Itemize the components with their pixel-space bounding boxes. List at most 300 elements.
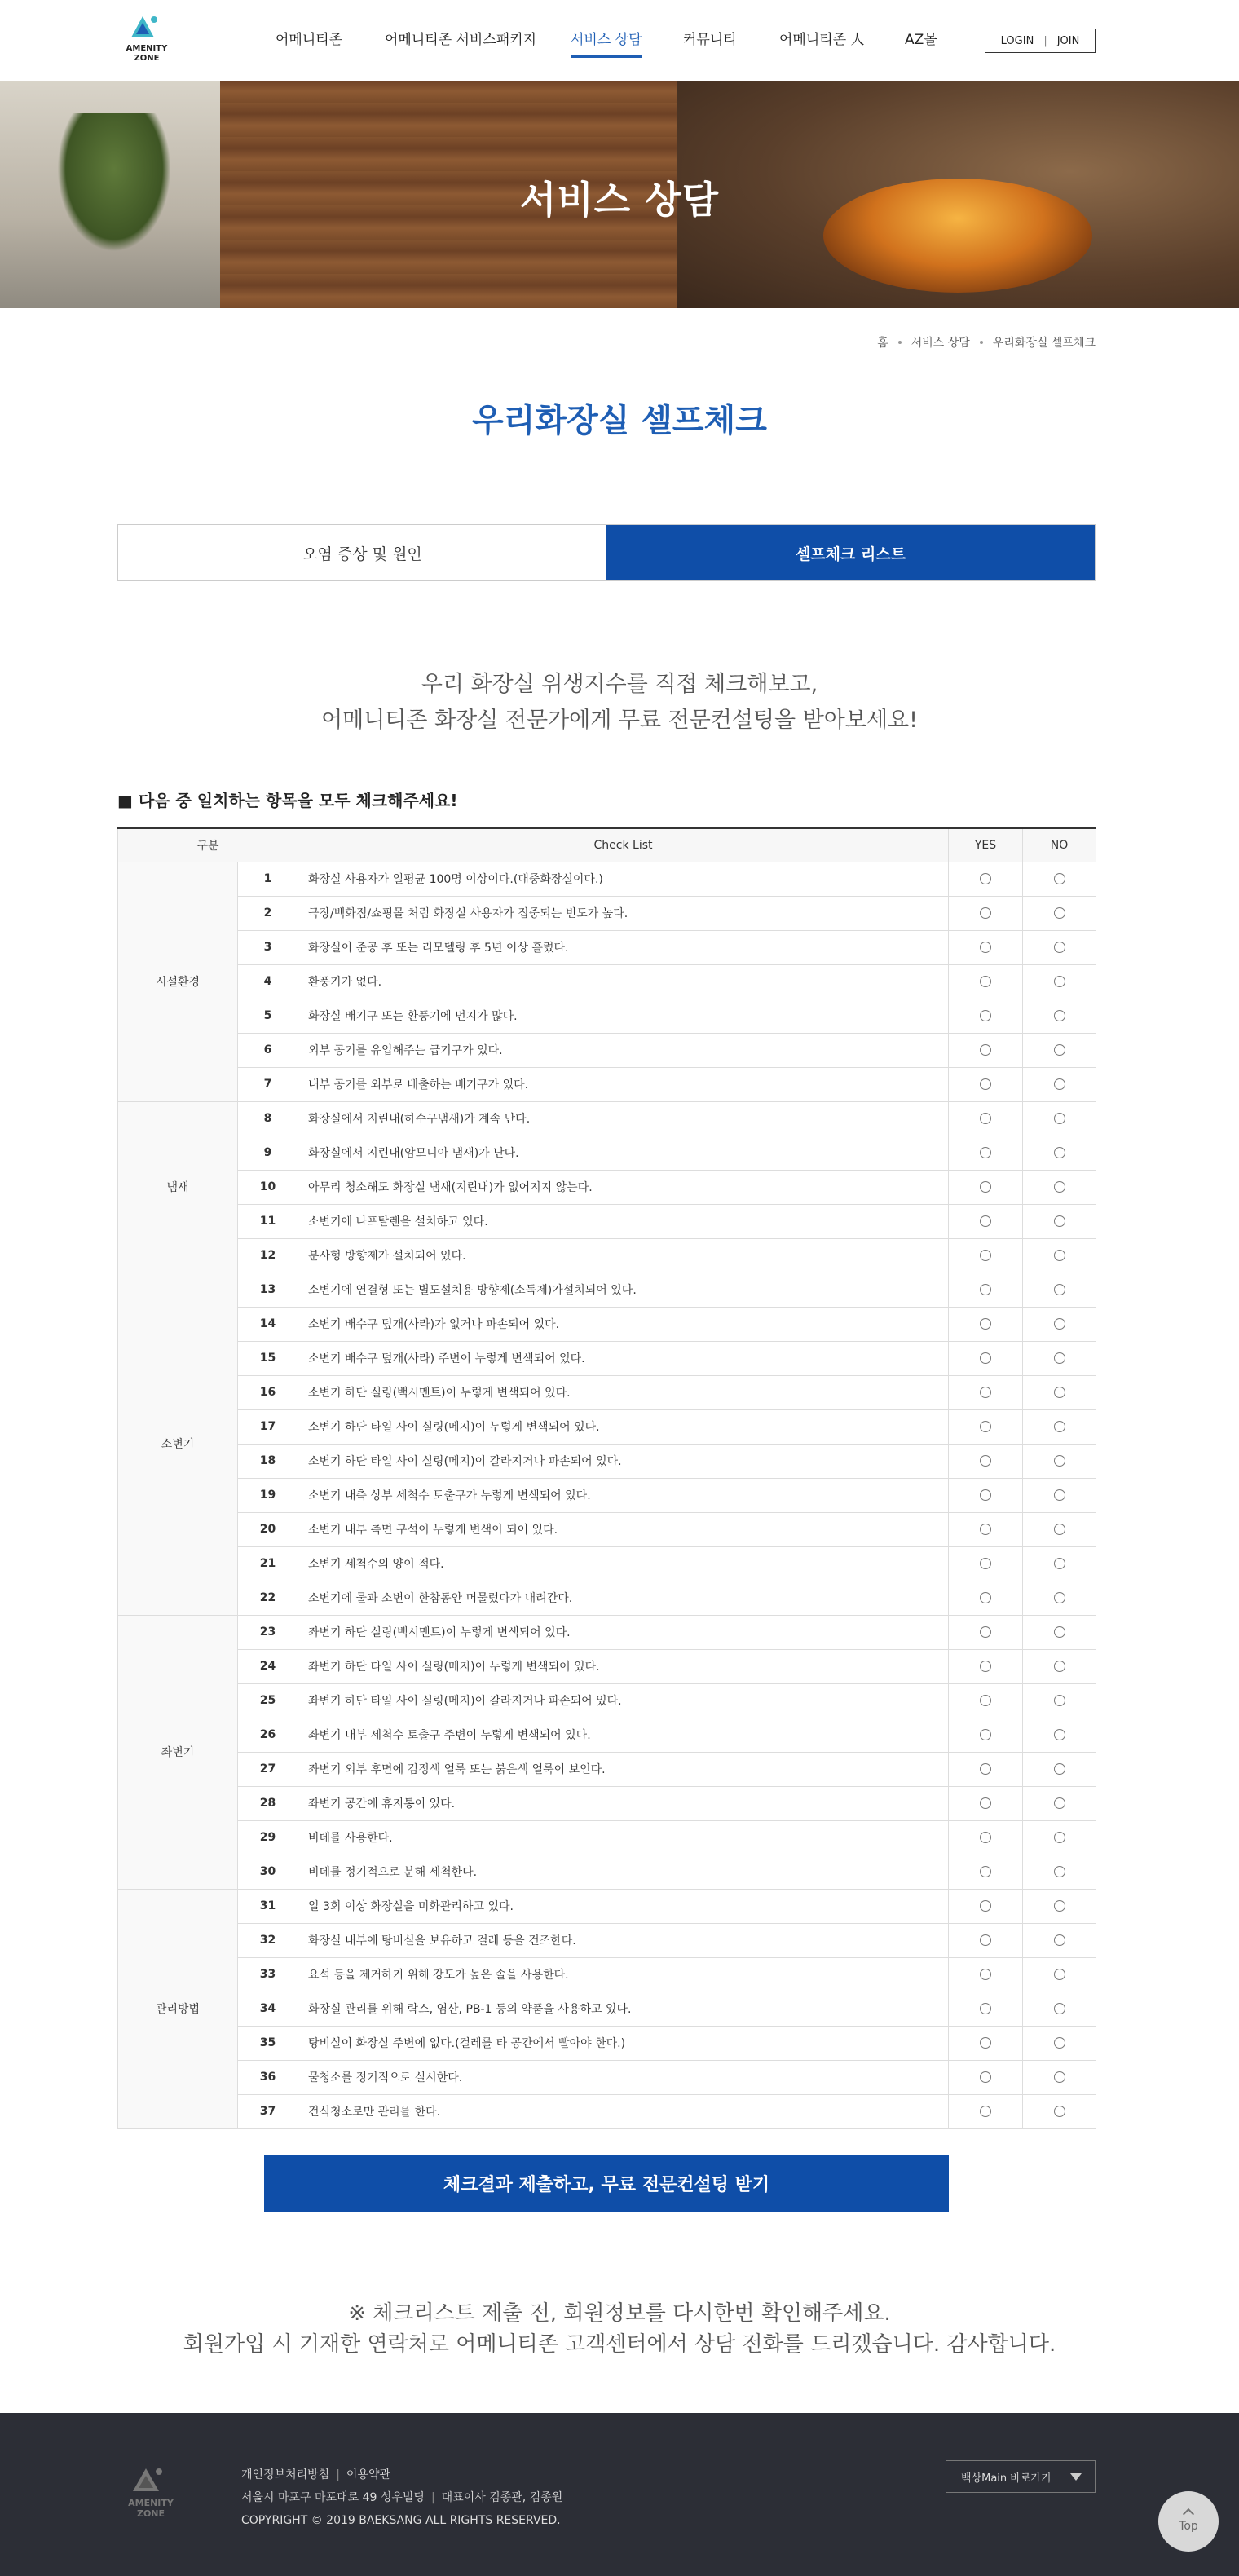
no-radio[interactable]: [1054, 2071, 1065, 2083]
item-text: 화장실이 준공 후 또는 리모델링 후 5년 이상 흘렀다.: [298, 930, 949, 964]
no-cell: [1023, 1238, 1096, 1273]
no-cell: [1023, 1136, 1096, 1170]
item-text: 좌변기 외부 후면에 검정색 얼룩 또는 붉은색 얼룩이 보인다.: [298, 1752, 949, 1786]
yes-cell: [949, 930, 1023, 964]
svg-text:AMENITY: AMENITY: [126, 44, 168, 53]
item-text: 외부 공기를 유입해주는 급기구가 있다.: [298, 1033, 949, 1067]
item-text: 건식청소로만 관리를 한다.: [298, 2094, 949, 2128]
no-radio[interactable]: [1054, 907, 1065, 919]
item-text: 소변기 하단 타일 사이 실링(메지)이 누렇게 변색되어 있다.: [298, 1409, 949, 1444]
no-radio[interactable]: [1054, 1763, 1065, 1775]
yes-cell: [949, 1923, 1023, 1957]
breadcrumb-home[interactable]: 홈: [877, 337, 888, 350]
item-number: 3: [238, 930, 298, 964]
tab-selfcheck-list[interactable]: 셀프체크 리스트: [606, 525, 1095, 580]
item-text: 좌변기 공간에 휴지통이 있다.: [298, 1786, 949, 1820]
footer-separator: |: [336, 2468, 340, 2481]
no-radio[interactable]: [1054, 1421, 1065, 1432]
yes-radio[interactable]: [980, 1250, 991, 1261]
footer-info: [241, 2464, 562, 2532]
breadcrumb-separator-icon: [898, 341, 902, 344]
item-number: 1: [238, 862, 298, 896]
item-text: 화장실 사용자가 일평균 100명 이상이다.(대중화장실이다.): [298, 862, 949, 896]
item-text: 내부 공기를 외부로 배출하는 배기구가 있다.: [298, 1067, 949, 1101]
table-row: [118, 1718, 1096, 1752]
no-cell: [1023, 2026, 1096, 2060]
footer-logo: [118, 2462, 183, 2527]
item-text: 소변기 내측 상부 세척수 토출구가 누렇게 변색되어 있다.: [298, 1478, 949, 1512]
item-number: 6: [238, 1033, 298, 1067]
table-row: [118, 1820, 1096, 1855]
no-cell: [1023, 1409, 1096, 1444]
no-radio[interactable]: [1054, 1729, 1065, 1740]
table-row: [118, 1855, 1096, 1889]
yes-radio[interactable]: [980, 2071, 991, 2083]
yes-radio[interactable]: [980, 1147, 991, 1158]
no-cell: [1023, 1820, 1096, 1855]
item-number: 15: [238, 1341, 298, 1375]
yes-radio[interactable]: [980, 1558, 991, 1569]
site-footer: [0, 2413, 1239, 2576]
yes-radio[interactable]: [980, 1592, 991, 1603]
checklist-table-wrapper: [117, 827, 1096, 2129]
yes-radio[interactable]: [980, 1832, 991, 1843]
item-text: 소변기 배수구 덮개(사라)가 없거나 파손되어 있다.: [298, 1307, 949, 1341]
yes-radio[interactable]: [980, 1455, 991, 1467]
category-cell: 관리방법: [118, 1889, 238, 2128]
nav-item-az-mall[interactable]: AZ몰: [905, 32, 937, 48]
item-text: 좌변기 내부 세척수 토출구 주변이 누렇게 변색되어 있다.: [298, 1718, 949, 1752]
yes-radio[interactable]: [980, 1797, 991, 1809]
yes-cell: [949, 1786, 1023, 1820]
no-cell: [1023, 1992, 1096, 2026]
yes-cell: [949, 1889, 1023, 1923]
item-text: 탕비실이 화장실 주변에 없다.(걸레를 타 공간에서 빨아야 한다.): [298, 2026, 949, 2060]
item-number: 26: [238, 1718, 298, 1752]
no-radio[interactable]: [1054, 2037, 1065, 2049]
no-radio[interactable]: [1054, 1489, 1065, 1501]
yes-cell: [949, 1170, 1023, 1204]
header-yes: YES: [949, 828, 1023, 862]
no-radio[interactable]: [1054, 1626, 1065, 1638]
item-number: 7: [238, 1067, 298, 1101]
item-number: 33: [238, 1957, 298, 1992]
yes-radio[interactable]: [980, 2037, 991, 2049]
item-text: 비데를 정기적으로 분해 세척한다.: [298, 1855, 949, 1889]
login-link[interactable]: LOGIN: [1000, 34, 1034, 47]
table-row: [118, 1512, 1096, 1546]
yes-radio[interactable]: [980, 1284, 991, 1295]
item-text: 환풍기가 없다.: [298, 964, 949, 999]
table-row: [118, 1581, 1096, 1615]
no-radio[interactable]: [1054, 1250, 1065, 1261]
table-row: [118, 1923, 1096, 1957]
table-row: [118, 862, 1096, 896]
item-number: 29: [238, 1820, 298, 1855]
no-cell: [1023, 1957, 1096, 1992]
yes-cell: [949, 862, 1023, 896]
item-text: 소변기 세척수의 양이 적다.: [298, 1546, 949, 1581]
chevron-down-icon: [1070, 2473, 1082, 2481]
item-text: 소변기 하단 타일 사이 실링(메지)이 갈라지거나 파손되어 있다.: [298, 1444, 949, 1478]
item-text: 좌변기 하단 실링(백시멘트)이 누렇게 변색되어 있다.: [298, 1615, 949, 1649]
terms-link[interactable]: 이용약관: [346, 2468, 391, 2481]
item-text: 물청소를 정기적으로 실시한다.: [298, 2060, 949, 2094]
no-radio[interactable]: [1054, 1181, 1065, 1193]
table-row: [118, 1375, 1096, 1409]
no-radio[interactable]: [1054, 1455, 1065, 1467]
breadcrumb: [877, 334, 1096, 351]
no-radio[interactable]: [1054, 1866, 1065, 1877]
auth-links: [985, 29, 1096, 53]
table-row: [118, 1752, 1096, 1786]
amenity-zone-logo[interactable]: [118, 11, 175, 68]
table-row: [118, 1033, 1096, 1067]
yes-radio[interactable]: [980, 1352, 991, 1364]
nav-item-amenityzone-people[interactable]: 어메니티존 人: [779, 32, 865, 48]
item-text: 비데를 사용한다.: [298, 1820, 949, 1855]
item-number: 34: [238, 1992, 298, 2026]
category-cell: 소변기: [118, 1273, 238, 1615]
table-row: [118, 1170, 1096, 1204]
yes-cell: [949, 1067, 1023, 1101]
yes-cell: [949, 1957, 1023, 1992]
item-number: 31: [238, 1889, 298, 1923]
yes-cell: [949, 2026, 1023, 2060]
yes-cell: [949, 1307, 1023, 1341]
item-number: 24: [238, 1649, 298, 1683]
svg-text:ZONE: ZONE: [134, 54, 160, 63]
item-number: 37: [238, 2094, 298, 2128]
notice-line-1: ※ 체크리스트 제출 전, 회원정보를 다시한번 확인해주세요.: [348, 2301, 891, 2326]
yes-radio[interactable]: [980, 976, 991, 987]
yes-cell: [949, 1136, 1023, 1170]
yes-cell: [949, 1752, 1023, 1786]
yes-cell: [949, 1683, 1023, 1718]
no-radio[interactable]: [1054, 942, 1065, 953]
yes-cell: [949, 1238, 1023, 1273]
yes-cell: [949, 1512, 1023, 1546]
yes-cell: [949, 1341, 1023, 1375]
yes-radio[interactable]: [980, 907, 991, 919]
item-number: 12: [238, 1238, 298, 1273]
yes-radio[interactable]: [980, 1318, 991, 1330]
table-row: [118, 1444, 1096, 1478]
no-cell: [1023, 896, 1096, 930]
item-number: 13: [238, 1273, 298, 1307]
auth-separator: |: [1043, 34, 1047, 47]
yes-cell: [949, 1444, 1023, 1478]
yes-cell: [949, 2094, 1023, 2128]
yes-radio[interactable]: [980, 1215, 991, 1227]
submit-checklist-button[interactable]: 체크결과 제출하고, 무료 전문컨설팅 받기: [264, 2155, 949, 2212]
no-radio[interactable]: [1054, 1900, 1065, 1912]
yes-cell: [949, 1992, 1023, 2026]
item-text: 극장/백화점/쇼핑몰 처럼 화장실 사용자가 집중되는 빈도가 높다.: [298, 896, 949, 930]
yes-radio[interactable]: [980, 1661, 991, 1672]
category-cell: 시설환경: [118, 862, 238, 1101]
yes-cell: [949, 2060, 1023, 2094]
item-text: 소변기에 나프탈렌을 설치하고 있다.: [298, 1204, 949, 1238]
item-text: 화장실에서 지린내(하수구냄새)가 계속 난다.: [298, 1101, 949, 1136]
yes-radio[interactable]: [980, 1934, 991, 1946]
no-cell: [1023, 930, 1096, 964]
item-text: 소변기 배수구 덮개(사라) 주변이 누렇게 변색되어 있다.: [298, 1341, 949, 1375]
item-text: 소변기 하단 실링(백시멘트)이 누렇게 변색되어 있다.: [298, 1375, 949, 1409]
item-number: 10: [238, 1170, 298, 1204]
yes-cell: [949, 1375, 1023, 1409]
scroll-top-button[interactable]: [1158, 2491, 1219, 2552]
footer-address: 서울시 마포구 마포대로 49 성우빌딩: [241, 2491, 425, 2504]
yes-radio[interactable]: [980, 1695, 991, 1706]
header-category: 구분: [118, 828, 298, 862]
item-number: 2: [238, 896, 298, 930]
yes-radio[interactable]: [980, 1626, 991, 1638]
item-number: 35: [238, 2026, 298, 2060]
page-title: 우리화장실 셀프체크: [472, 402, 767, 439]
nav-item-service-package[interactable]: 어메니티존 서비스패키지: [385, 32, 537, 48]
yes-radio[interactable]: [980, 1044, 991, 1056]
no-radio[interactable]: [1054, 1010, 1065, 1021]
no-radio[interactable]: [1054, 1797, 1065, 1809]
item-number: 19: [238, 1478, 298, 1512]
privacy-policy-link[interactable]: 개인정보처리방침: [241, 2468, 330, 2481]
no-radio[interactable]: [1054, 1147, 1065, 1158]
no-cell: [1023, 1923, 1096, 1957]
yes-cell: [949, 1409, 1023, 1444]
yes-cell: [949, 1478, 1023, 1512]
svg-text:ZONE: ZONE: [136, 2508, 165, 2519]
yes-radio[interactable]: [980, 1421, 991, 1432]
no-radio[interactable]: [1054, 2003, 1065, 2014]
item-number: 11: [238, 1204, 298, 1238]
yes-cell: [949, 1718, 1023, 1752]
item-number: 8: [238, 1101, 298, 1136]
yes-cell: [949, 896, 1023, 930]
yes-cell: [949, 999, 1023, 1033]
no-cell: [1023, 1546, 1096, 1581]
breadcrumb-service-consult[interactable]: 서비스 상담: [911, 337, 970, 350]
item-number: 23: [238, 1615, 298, 1649]
no-radio[interactable]: [1054, 1832, 1065, 1843]
no-cell: [1023, 1033, 1096, 1067]
yes-radio[interactable]: [980, 1969, 991, 1980]
no-cell: [1023, 964, 1096, 999]
no-cell: [1023, 1101, 1096, 1136]
yes-radio[interactable]: [980, 1387, 991, 1398]
yes-radio[interactable]: [980, 1113, 991, 1124]
no-cell: [1023, 1204, 1096, 1238]
item-number: 20: [238, 1512, 298, 1546]
table-row: [118, 1786, 1096, 1820]
nav-item-community[interactable]: 커뮤니티: [683, 32, 737, 48]
no-cell: [1023, 1478, 1096, 1512]
no-cell: [1023, 1273, 1096, 1307]
item-number: 16: [238, 1375, 298, 1409]
yes-radio[interactable]: [980, 1078, 991, 1090]
no-radio[interactable]: [1054, 1044, 1065, 1056]
yes-cell: [949, 1101, 1023, 1136]
header-checklist: Check List: [298, 828, 949, 862]
no-radio[interactable]: [1054, 976, 1065, 987]
no-cell: [1023, 1649, 1096, 1683]
item-number: 32: [238, 1923, 298, 1957]
item-text: 소변기 내부 측면 구석이 누렇게 변색이 되어 있다.: [298, 1512, 949, 1546]
no-cell: [1023, 1581, 1096, 1615]
item-number: 18: [238, 1444, 298, 1478]
yes-radio[interactable]: [980, 1866, 991, 1877]
no-radio[interactable]: [1054, 1661, 1065, 1672]
item-number: 21: [238, 1546, 298, 1581]
hero-banner: [0, 81, 1239, 308]
no-cell: [1023, 1615, 1096, 1649]
no-radio[interactable]: [1054, 1318, 1065, 1330]
yes-radio[interactable]: [980, 1729, 991, 1740]
no-cell: [1023, 1889, 1096, 1923]
yes-radio[interactable]: [980, 1763, 991, 1775]
item-text: 일 3회 이상 화장실을 미화관리하고 있다.: [298, 1889, 949, 1923]
yes-radio[interactable]: [980, 873, 991, 884]
checklist-body: [118, 862, 1096, 2128]
item-text: 요석 등을 제거하기 위해 강도가 높은 솔을 사용한다.: [298, 1957, 949, 1992]
notice-line-2: 회원가입 시 기재한 연락처로 어메니티존 고객센터에서 상담 전화를 드리겠습니다. 감사합니다.: [183, 2332, 1056, 2357]
breadcrumb-current: 우리화장실 셀프체크: [992, 337, 1096, 350]
no-radio[interactable]: [1054, 1524, 1065, 1535]
intro-line-1: 우리 화장실 위생지수를 직접 체크해보고,: [421, 672, 818, 697]
breadcrumb-separator-icon: [980, 341, 983, 344]
item-number: 14: [238, 1307, 298, 1341]
no-radio[interactable]: [1054, 1558, 1065, 1569]
yes-radio[interactable]: [980, 1900, 991, 1912]
table-row: [118, 930, 1096, 964]
arrow-up-icon: [1183, 2508, 1194, 2520]
no-cell: [1023, 1170, 1096, 1204]
no-radio[interactable]: [1054, 1352, 1065, 1364]
yes-radio[interactable]: [980, 942, 991, 953]
content-tabs: [117, 524, 1096, 581]
tab-contamination-causes[interactable]: 오염 증상 및 원인: [118, 525, 606, 580]
section-heading: ■ 다음 중 일치하는 항목을 모두 체크해주세요!: [117, 791, 458, 810]
no-cell: [1023, 1683, 1096, 1718]
table-row: [118, 1341, 1096, 1375]
footer-ceo: 대표이사 김종관, 김종원: [441, 2491, 563, 2504]
no-radio[interactable]: [1054, 1284, 1065, 1295]
yes-cell: [949, 1033, 1023, 1067]
table-row: [118, 1615, 1096, 1649]
table-row: [118, 1649, 1096, 1683]
table-row: [118, 1957, 1096, 1992]
yes-cell: [949, 964, 1023, 999]
yes-cell: [949, 1649, 1023, 1683]
no-cell: [1023, 1718, 1096, 1752]
yes-cell: [949, 1820, 1023, 1855]
item-text: 소변기에 물과 소변이 한참동안 머물렀다가 내려간다.: [298, 1581, 949, 1615]
table-row: [118, 1992, 1096, 2026]
nav-item-service-consult[interactable]: 서비스 상담: [571, 0, 642, 81]
svg-text:AMENITY: AMENITY: [128, 2498, 174, 2508]
no-radio[interactable]: [1054, 1215, 1065, 1227]
category-cell: 좌변기: [118, 1615, 238, 1889]
no-cell: [1023, 2094, 1096, 2128]
table-row: [118, 1204, 1096, 1238]
no-radio[interactable]: [1054, 1969, 1065, 1980]
no-cell: [1023, 1341, 1096, 1375]
item-text: 화장실에서 지린내(암모니아 냄새)가 난다.: [298, 1136, 949, 1170]
table-row: [118, 1136, 1096, 1170]
item-number: 5: [238, 999, 298, 1033]
no-radio[interactable]: [1054, 1387, 1065, 1398]
item-number: 17: [238, 1409, 298, 1444]
yes-cell: [949, 1615, 1023, 1649]
notice-text: [0, 2298, 1239, 2360]
intro-line-2: 어메니티존 화장실 전문가에게 무료 전문컨설팅을 받아보세요!: [321, 708, 918, 733]
no-cell: [1023, 1375, 1096, 1409]
no-radio[interactable]: [1054, 1592, 1065, 1603]
no-radio[interactable]: [1054, 1695, 1065, 1706]
table-row: [118, 999, 1096, 1033]
item-text: 소변기에 연결형 또는 별도설치용 방향제(소독제)가설치되어 있다.: [298, 1273, 949, 1307]
banner-title: 서비스 상담: [519, 178, 720, 222]
intro-text: [0, 667, 1239, 739]
yes-radio[interactable]: [980, 1010, 991, 1021]
no-cell: [1023, 1786, 1096, 1820]
table-row: [118, 1478, 1096, 1512]
family-site-select[interactable]: [946, 2460, 1096, 2493]
yes-cell: [949, 1204, 1023, 1238]
table-row: [118, 2094, 1096, 2128]
item-text: 좌변기 하단 타일 사이 실링(메지)이 갈라지거나 파손되어 있다.: [298, 1683, 949, 1718]
yes-radio[interactable]: [980, 1181, 991, 1193]
item-text: 화장실 내부에 탕비실을 보유하고 걸레 등을 건조한다.: [298, 1923, 949, 1957]
nav-item-amenityzone[interactable]: 어메니티존: [276, 32, 343, 48]
no-cell: [1023, 1067, 1096, 1101]
yes-radio[interactable]: [980, 2106, 991, 2117]
yes-radio[interactable]: [980, 1524, 991, 1535]
item-text: 화장실 관리를 위해 락스, 염산, PB-1 등의 약품을 사용하고 있다.: [298, 1992, 949, 2026]
item-number: 28: [238, 1786, 298, 1820]
item-number: 25: [238, 1683, 298, 1718]
table-row: [118, 1067, 1096, 1101]
footer-copyright: COPYRIGHT © 2019 BAEKSANG ALL RIGHTS RESERVED.: [241, 2514, 561, 2527]
table-row: [118, 1273, 1096, 1307]
yes-radio[interactable]: [980, 2003, 991, 2014]
item-text: 화장실 배기구 또는 환풍기에 먼지가 많다.: [298, 999, 949, 1033]
no-radio[interactable]: [1054, 1934, 1065, 1946]
table-row: [118, 1238, 1096, 1273]
checklist-table: [117, 827, 1096, 2129]
no-radio[interactable]: [1054, 2106, 1065, 2117]
no-radio[interactable]: [1054, 1113, 1065, 1124]
yes-cell: [949, 1273, 1023, 1307]
no-cell: [1023, 1512, 1096, 1546]
item-number: 4: [238, 964, 298, 999]
site-header: [0, 0, 1239, 81]
no-radio[interactable]: [1054, 1078, 1065, 1090]
no-cell: [1023, 999, 1096, 1033]
yes-cell: [949, 1855, 1023, 1889]
table-row: [118, 964, 1096, 999]
join-link[interactable]: JOIN: [1056, 34, 1080, 47]
no-radio[interactable]: [1054, 873, 1065, 884]
yes-radio[interactable]: [980, 1489, 991, 1501]
no-cell: [1023, 862, 1096, 896]
table-row: [118, 1546, 1096, 1581]
no-cell: [1023, 1855, 1096, 1889]
item-number: 27: [238, 1752, 298, 1786]
yes-cell: [949, 1581, 1023, 1615]
footer-separator: |: [430, 2491, 435, 2504]
no-cell: [1023, 2060, 1096, 2094]
